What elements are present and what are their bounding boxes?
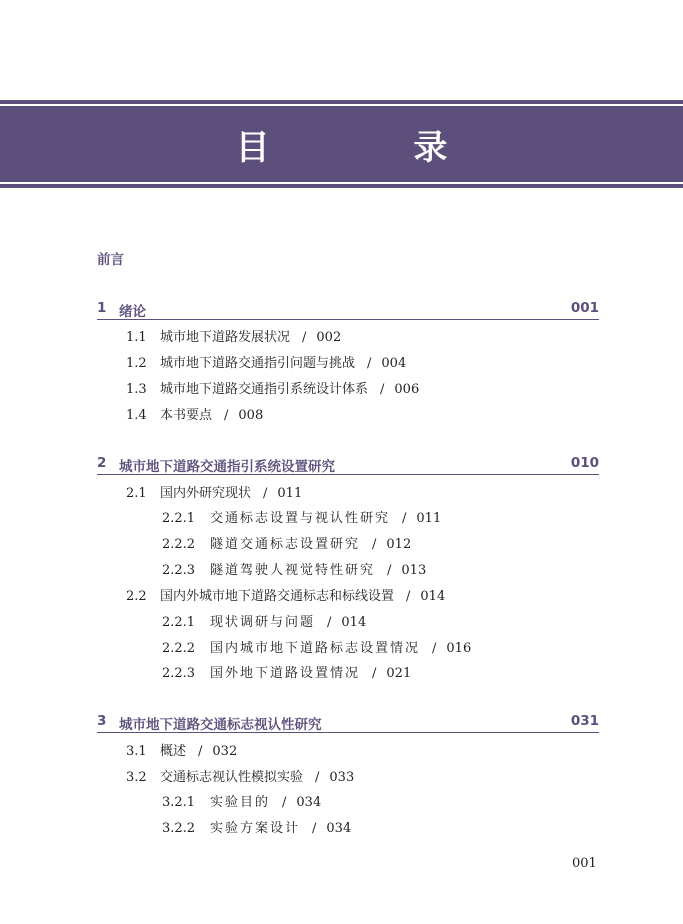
entry-title: 本书要点 [160, 408, 213, 423]
toc-entry[interactable] [126, 482, 302, 501]
entry-title: 国内外研究现状 [160, 486, 252, 501]
entry-title: 概述 [160, 744, 187, 759]
entry-page: 016 [446, 641, 472, 656]
entry-number: 3.2.1 [162, 795, 196, 810]
entry-number: 2.2.3 [162, 666, 196, 681]
entry-separator: / [402, 511, 407, 526]
entry-number: 1.4 [126, 408, 147, 423]
toc-preface[interactable]: 前言 [97, 252, 124, 268]
toc-chapter-2[interactable] [97, 455, 599, 475]
entry-title: 现状调研与问题 [210, 615, 316, 630]
entry-separator: / [327, 615, 332, 630]
entry-separator: / [302, 330, 307, 345]
toc-entry[interactable] [126, 740, 237, 759]
entry-page: 033 [329, 770, 355, 785]
entry-page: 014 [420, 589, 446, 604]
entry-page: 013 [401, 563, 427, 578]
entry-title: 隧道交通标志设置研究 [210, 537, 361, 552]
entry-page: 021 [386, 666, 412, 681]
entry-title: 城市地下道路交通指引系统设计体系 [160, 382, 369, 397]
entry-separator: / [380, 382, 385, 397]
entry-page: 032 [212, 744, 238, 759]
entry-title: 城市地下道路交通指引问题与挑战 [160, 356, 356, 371]
toc-entry[interactable] [126, 585, 445, 604]
entry-page: 008 [238, 408, 264, 423]
entry-title: 实验目的 [210, 795, 271, 810]
toc-entry[interactable] [126, 352, 406, 371]
entry-number: 2.2.2 [162, 537, 196, 552]
toc-subentry[interactable] [162, 611, 366, 630]
toc-subentry[interactable] [162, 637, 471, 656]
entry-number: 3.2 [126, 770, 147, 785]
entry-title: 交通标志设置与视认性研究 [210, 511, 391, 526]
entry-page: 012 [386, 537, 412, 552]
entry-number: 2.2.3 [162, 563, 196, 578]
entry-title: 交通标志视认性模拟实验 [160, 770, 304, 785]
chapter-page: 010 [570, 455, 599, 471]
toc-chapter-3[interactable] [97, 713, 599, 733]
toc-subentry[interactable] [162, 817, 351, 836]
toc-entry[interactable] [126, 326, 341, 345]
toc-subentry[interactable] [162, 662, 411, 681]
chapter-page: 031 [570, 713, 599, 729]
chapter-number: 2 [97, 455, 107, 471]
entry-separator: / [387, 563, 392, 578]
entry-separator: / [372, 537, 377, 552]
entry-page: 004 [381, 356, 407, 371]
chapter-title: 城市地下道路交通标志视认性研究 [119, 717, 322, 733]
entry-separator: / [198, 744, 203, 759]
entry-separator: / [367, 356, 372, 371]
entry-number: 1.2 [126, 356, 147, 371]
entry-page: 014 [341, 615, 367, 630]
page-title: 目 录 [235, 127, 514, 168]
toc-chapter-1[interactable] [97, 300, 599, 320]
entry-number: 2.1 [126, 486, 147, 501]
entry-separator: / [282, 795, 287, 810]
chapter-number: 3 [97, 713, 107, 729]
toc-entry[interactable] [126, 378, 419, 397]
toc-subentry[interactable] [162, 507, 441, 526]
toc-entry[interactable] [126, 404, 263, 423]
entry-separator: / [312, 821, 317, 836]
entry-separator: / [315, 770, 320, 785]
chapter-page: 001 [570, 300, 599, 316]
entry-title: 城市地下道路发展状况 [160, 330, 291, 345]
entry-title: 国外地下道路设置情况 [210, 666, 361, 681]
footer-page-number: 001 [572, 856, 597, 871]
toc-entry[interactable] [126, 766, 354, 785]
entry-number: 2.2.1 [162, 511, 196, 526]
chapter-title: 绪论 [119, 304, 146, 320]
entry-separator: / [372, 666, 377, 681]
entry-page: 011 [416, 511, 442, 526]
entry-title: 实验方案设计 [210, 821, 301, 836]
entry-number: 2.2.1 [162, 615, 196, 630]
entry-separator: / [263, 486, 268, 501]
title-banner [0, 100, 683, 188]
entry-number: 3.1 [126, 744, 147, 759]
entry-title: 国内外城市地下道路交通标志和标线设置 [160, 589, 395, 604]
entry-separator: / [432, 641, 437, 656]
entry-number: 2.2.2 [162, 641, 196, 656]
toc-subentry[interactable] [162, 559, 426, 578]
entry-number: 3.2.2 [162, 821, 196, 836]
toc-subentry[interactable] [162, 533, 411, 552]
entry-number: 1.1 [126, 330, 147, 345]
entry-number: 1.3 [126, 382, 147, 397]
entry-page: 011 [277, 486, 303, 501]
entry-page: 034 [296, 795, 322, 810]
entry-page: 034 [326, 821, 352, 836]
toc-subentry[interactable] [162, 791, 321, 810]
entry-separator: / [224, 408, 229, 423]
chapter-title: 城市地下道路交通指引系统设置研究 [119, 459, 335, 475]
entry-number: 2.2 [126, 589, 147, 604]
entry-title: 隧道驾驶人视觉特性研究 [210, 563, 376, 578]
entry-separator: / [406, 589, 411, 604]
entry-page: 002 [316, 330, 342, 345]
entry-title: 国内城市地下道路标志设置情况 [210, 641, 421, 656]
entry-page: 006 [394, 382, 420, 397]
chapter-number: 1 [97, 300, 107, 316]
